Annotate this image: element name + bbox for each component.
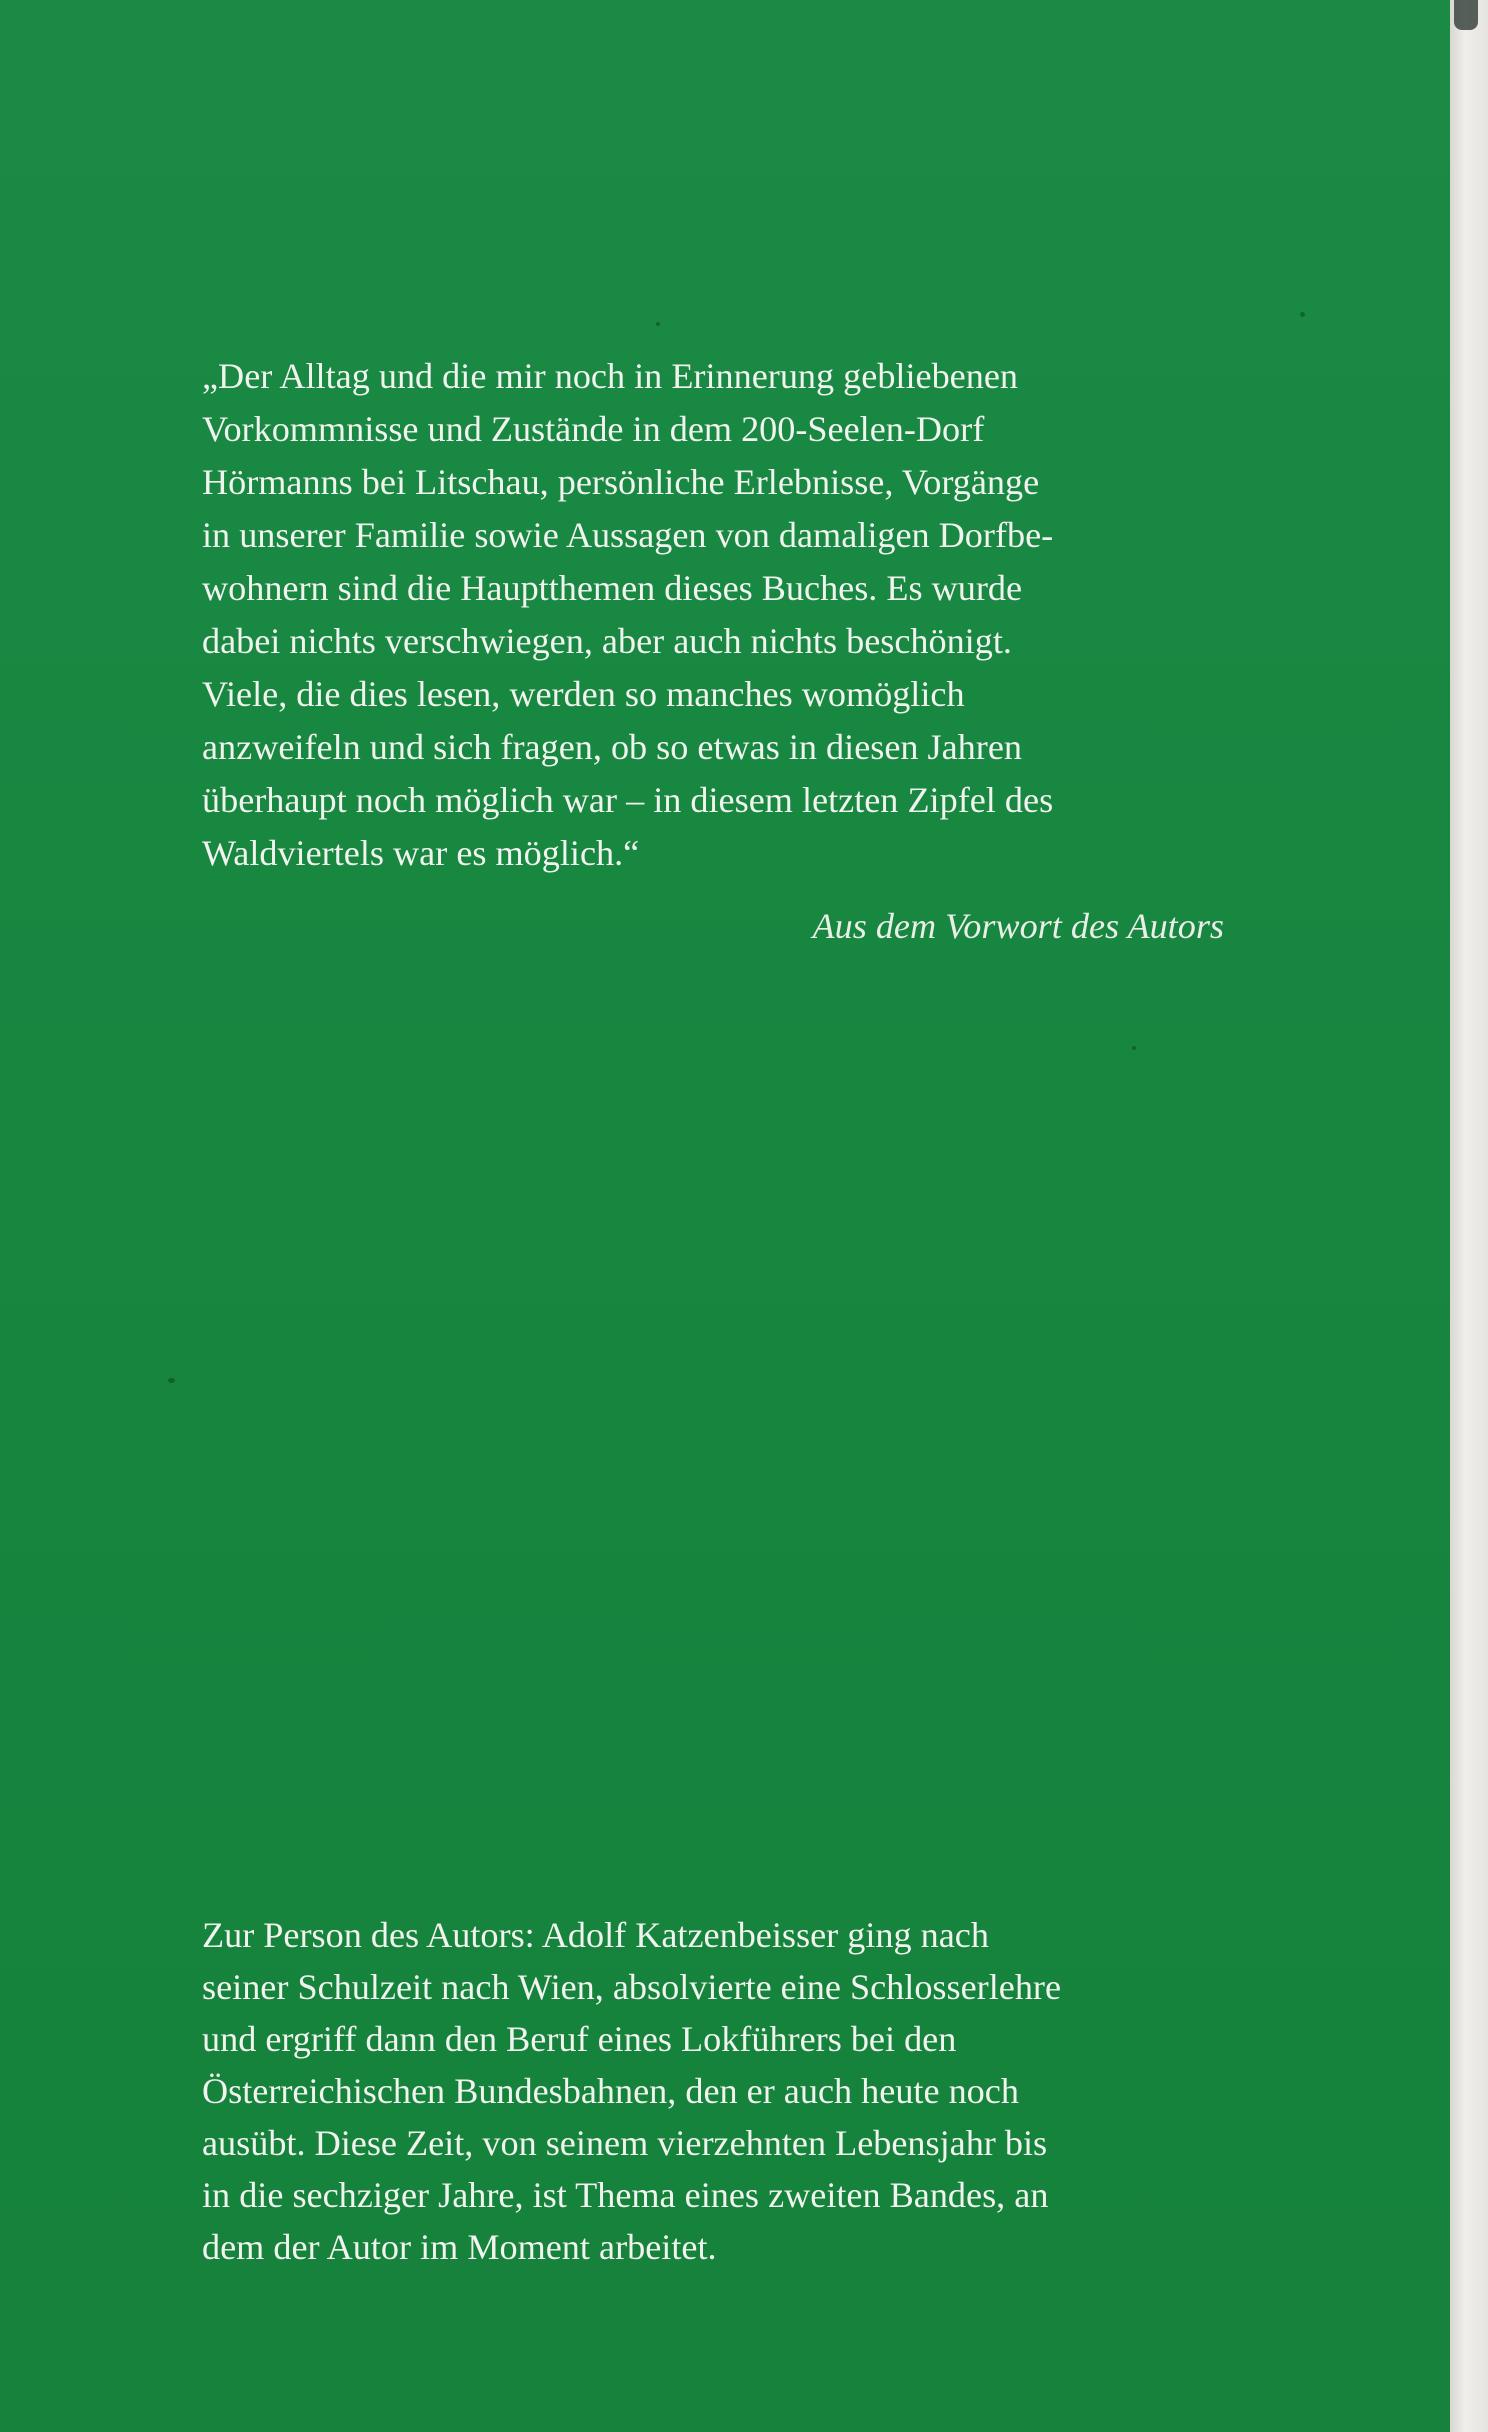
cover-speck: [1300, 312, 1305, 317]
quote-line: in unserer Familie sowie Aussagen von damaligen Dorfbe-: [202, 515, 1054, 555]
foreword-quote: [202, 350, 1264, 880]
cover-speck: [1132, 1046, 1136, 1050]
page-edge-strip: [1450, 0, 1488, 2432]
bio-line: ausübt. Diese Zeit, von seinem vierzehnten Lebensjahr bis: [202, 2123, 1048, 2163]
bio-line: in die sechziger Jahre, ist Thema eines zweiten Bandes, an: [202, 2175, 1049, 2215]
bio-line: seiner Schulzeit nach Wien, absolvierte eine Schlosserlehre: [202, 1967, 1062, 2007]
quote-line: „Der Alltag und die mir noch in Erinnerung gebliebenen: [202, 356, 1018, 396]
quote-line: dabei nichts verschwiegen, aber auch nichts beschönigt.: [202, 621, 1012, 661]
quote-line: wohnern sind die Hauptthemen dieses Buches. Es wurde: [202, 568, 1023, 608]
bio-line: dem der Autor im Moment arbeitet.: [202, 2227, 717, 2267]
cover-speck: [168, 1378, 175, 1383]
bio-line: Österreichischen Bundesbahnen, den er auch heute noch: [202, 2071, 1019, 2111]
quote-line: Hörmanns bei Litschau, persönliche Erlebnisse, Vorgänge: [202, 462, 1040, 502]
bio-line: Zur Person des Autors: Adolf Katzenbeisser ging nach: [202, 1915, 989, 1955]
author-bio: [202, 1909, 1272, 2273]
quote-line: anzweifeln und sich fragen, ob so etwas in diesen Jahren: [202, 727, 1022, 767]
corner-tab: [1454, 0, 1478, 30]
bio-line: und ergriff dann den Beruf eines Lokführers bei den: [202, 2019, 957, 2059]
cover-speck: [656, 322, 660, 326]
quote-line: Waldviertels war es möglich.“: [202, 833, 640, 873]
quote-line: Viele, die dies lesen, werden so manches womöglich: [202, 674, 965, 714]
quote-line: Vorkommnisse und Zustände in dem 200-Seelen-Dorf: [202, 409, 985, 449]
quote-attribution: Aus dem Vorwort des Autors: [812, 906, 1224, 946]
quote-line: überhaupt noch möglich war – in diesem letzten Zipfel des: [202, 780, 1054, 820]
